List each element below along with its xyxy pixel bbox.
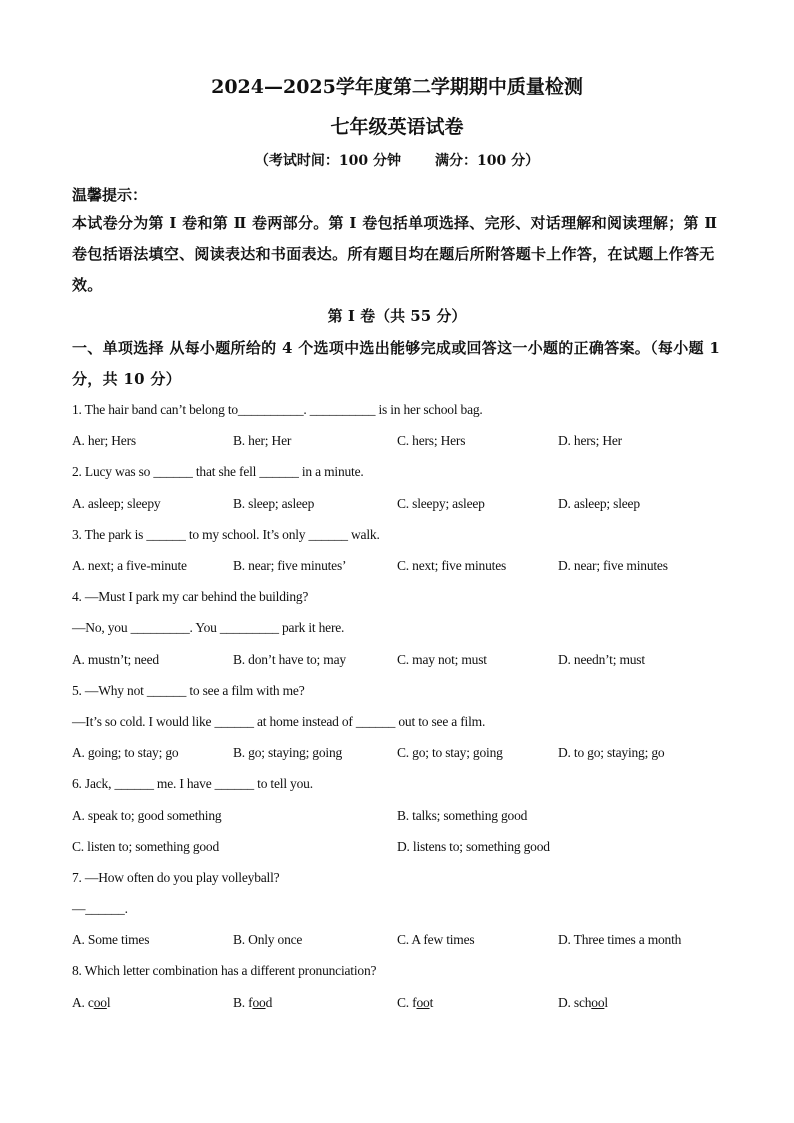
exam-subtitle: 七年级英语试卷 — [330, 116, 464, 138]
q8-option-a-prefix: A. c — [72, 995, 94, 1010]
q2-option-b: B. sleep; asleep — [233, 496, 315, 511]
q4-option-b: B. don’t have to; may — [233, 652, 346, 667]
q2-option-c: C. sleepy; asleep — [397, 496, 485, 511]
question-2-stem: 2. Lucy was so ______ that she fell ______ in a minute. — [72, 464, 364, 479]
q7-option-a: A. Some times — [72, 932, 150, 947]
q6-option-d: D. listens to; something good — [397, 839, 550, 854]
q7-option-d: D. Three times a month — [558, 932, 682, 947]
q4-option-d: D. needn’t; must — [558, 652, 645, 667]
q8-option-d-underlined: oo — [591, 995, 605, 1010]
exam-title: 2024—2025学年度第二学期期中质量检测 — [211, 76, 583, 98]
q1-option-c: C. hers; Hers — [397, 433, 466, 448]
question-4-stem: 4. —Must I park my car behind the building? — [72, 589, 309, 604]
q3-option-d: D. near; five minutes — [558, 558, 668, 573]
q5-option-a: A. going; to stay; go — [72, 745, 179, 760]
q8-option-d-suffix: l — [604, 995, 608, 1010]
q4-option-c: C. may not; must — [397, 652, 487, 667]
q6-option-a: A. speak to; good something — [72, 808, 222, 823]
question-7-stem: 7. —How often do you play volleyball? — [72, 870, 280, 885]
q8-option-a-suffix: l — [106, 995, 111, 1010]
exam-time: （考试时间：100 分钟 — [254, 153, 401, 169]
notice-label: 温馨提示： — [72, 186, 148, 204]
q3-option-a: A. next; a five-minute — [72, 558, 187, 573]
q8-option-c-suffix: t — [429, 995, 434, 1010]
q1-option-a: A. her; Hers — [72, 433, 136, 448]
question-5-response: —It’s so cold. I would like ______ at home instead of ______ out to see a film. — [72, 714, 486, 729]
question-1-stem: 1. The hair band can’t belong to__________. __________ is in her school bag. — [72, 402, 483, 417]
q2-option-d: D. asleep; sleep — [558, 496, 640, 511]
q6-option-c: C. listen to; something good — [72, 839, 220, 854]
q1-option-b: B. her; Her — [233, 433, 292, 448]
q6-option-b: B. talks; something good — [397, 808, 528, 823]
q7-option-b: B. Only once — [233, 932, 303, 947]
q8-option-d-prefix: D. sch — [558, 995, 592, 1010]
q8-option-a — [72, 995, 110, 1011]
question-8-stem: 8. Which letter combination has a different pronunciation? — [72, 963, 377, 978]
part-heading: 第 Ⅰ 卷（共 55 分） — [327, 307, 467, 325]
q7-option-c: C. A few times — [397, 932, 475, 947]
q8-option-d — [558, 995, 608, 1011]
question-7-response: —______. — [72, 901, 128, 916]
question-3-stem: 3. The park is ______ to my school. It’s only ______ walk. — [72, 527, 380, 542]
q8-option-c-prefix: C. f — [397, 995, 417, 1010]
q8-option-b-prefix: B. f — [233, 995, 253, 1010]
q8-option-b — [233, 995, 272, 1011]
q5-option-d: D. to go; staying; go — [558, 745, 665, 760]
q4-option-a: A. mustn’t; need — [72, 652, 159, 667]
question-5-stem: 5. —Why not ______ to see a film with me? — [72, 683, 305, 698]
q8-option-c — [397, 995, 433, 1011]
q5-option-c: C. go; to stay; going — [397, 745, 503, 760]
section-instructions: 一、单项选择 从每小题所给的 4 个选项中选出能够完成或回答这一小题的正确答案。（每小题 1 分，共 10 分） — [72, 339, 721, 388]
q5-option-b: B. go; staying; going — [233, 745, 343, 760]
notice-text: 本试卷分为第 Ⅰ 卷和第 Ⅱ 卷两部分。第 Ⅰ 卷包括单项选择、完形、对话理解和阅读理解；第 Ⅱ 卷包括语法填空、阅读表达和书面表达。所有题目均在题后所附答题卡上作答，在试题上作答无效。 — [72, 214, 718, 294]
q8-option-a-underlined: oo — [93, 995, 107, 1010]
question-4-response: —No, you _________. You _________ park it here. — [72, 620, 345, 635]
question-6-stem: 6. Jack, ______ me. I have ______ to tell you. — [72, 776, 313, 791]
q3-option-c: C. next; five minutes — [397, 558, 507, 573]
exam-score: 满分：100 分） — [435, 153, 540, 169]
q8-option-c-underlined: oo — [416, 995, 430, 1010]
q8-option-b-suffix: d — [265, 995, 273, 1010]
q1-option-d: D. hers; Her — [558, 433, 622, 448]
exam-info — [0, 150, 794, 170]
q3-option-b: B. near; five minutes’ — [233, 558, 347, 573]
q2-option-a: A. asleep; sleepy — [72, 496, 161, 511]
q8-option-b-underlined: oo — [252, 995, 266, 1010]
